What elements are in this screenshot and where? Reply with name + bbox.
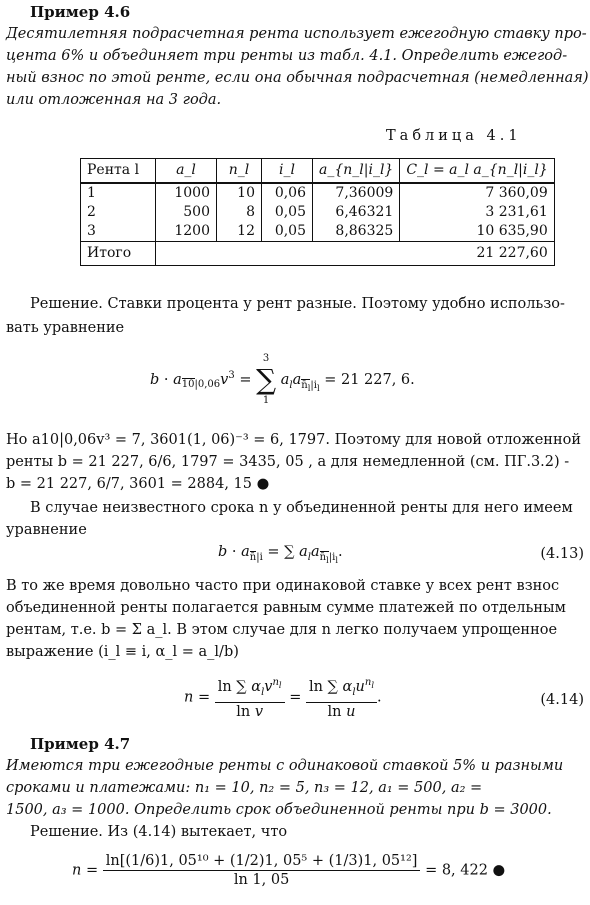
paragraph-text: выражение (i_l ≡ i, α_l = a_l/b) (6, 644, 239, 660)
table-cell: 12 (217, 222, 262, 242)
table-cell: 6,46321 (313, 203, 400, 222)
paragraph-text: объединенной ренты полагается равным сумме платежей по отдельным (6, 600, 566, 616)
solution-text: b = 21 227, 6/7, 3601 = 2884, 15 ● (6, 476, 270, 492)
example-heading: Пример 4.7 (30, 735, 131, 753)
paragraph-text: уравнение (6, 522, 87, 538)
table-cell: 7,36009 (313, 183, 400, 203)
table-cell: 500 (156, 203, 217, 222)
table-cell: 8,86325 (313, 222, 400, 242)
fraction-numerator: ln[(1/6)1, 05¹⁰ + (1/2)1, 05⁵ + (1/3)1, 05¹²] (103, 852, 421, 871)
table-cell: 1000 (156, 183, 217, 203)
paragraph-text: В то же время довольно часто при одинаковой ставке у всех рент взнос (6, 578, 560, 594)
table-cell: 3 (81, 222, 156, 242)
problem-line: цента 6% и объединяет три ренты из табл. 4.1. Определить ежегод- (6, 48, 568, 64)
solution-text: Решение. Ставки процента у рент разные. Поэтому удобно использо- (30, 296, 565, 312)
problem-line: ный взнос по этой ренте, если она обычная подрасчетная (немедленная) (6, 70, 589, 86)
table-row (81, 183, 555, 203)
equation-result: = 21 227, 6. (324, 372, 415, 388)
equation-result: = 8, 422 ● (425, 862, 506, 879)
solution-text: ренты b = 21 227, 6/6, 1797 = 3435, 05 , а для немедленной (см. ПГ.3.2) - (6, 454, 570, 470)
equation-sum: $b \cdot a_{10|0,06}v^3$ = 3 ∑ 1 $a_la_{n̄_l|i_l} = 21$ 227, 6. (150, 353, 415, 406)
table-caption: Таблица 4.1 (386, 128, 522, 144)
table-cell: 10 (217, 183, 262, 203)
table-header: Рента l (81, 159, 156, 184)
problem-line: или отложенная на 3 года. (6, 92, 222, 108)
solution-text: Решение. Из (4.14) вытекает, что (30, 824, 288, 840)
equation-4-14: n = $\frac{\ln \sum \alpha_lv^{n_l}}{\text{ln v}}$ = $\frac{\ln \sum \alpha_lu^{n_l}}{\text{ln u}}$ . (184, 674, 382, 721)
table-cell: 10 635,90 (400, 222, 554, 242)
total-label: Итого (81, 242, 156, 266)
table-row (81, 222, 555, 242)
paragraph-text: рентам, т.е. b = Σ a_l. В этом случае для n легко получаем упрощенное (6, 622, 558, 638)
table-cell: 7 360,09 (400, 183, 554, 203)
table-cell: 0,05 (262, 203, 313, 222)
total-value: 21 227,60 (156, 242, 555, 266)
table-header: C_l = a_l a_{n_l|i_l} (400, 159, 554, 184)
table-cell: 1 (81, 183, 156, 203)
table-header: i_l (262, 159, 313, 184)
table-header: a_l (156, 159, 217, 184)
problem-line: сроками и платежами: n₁ = 10, n₂ = 5, n₃ = 12, a₁ = 500, a₂ = (6, 780, 483, 796)
table-row (81, 203, 555, 222)
solution-text: вать уравнение (6, 320, 125, 336)
sum-operator: 3 ∑ 1 (256, 353, 277, 406)
table-total-row (81, 242, 555, 266)
rents-table (80, 158, 555, 266)
table-header: n_l (217, 159, 262, 184)
table-cell: 0,06 (262, 183, 313, 203)
table-cell: 8 (217, 203, 262, 222)
problem-line: Имеются три ежегодные ренты с одинаковой ставкой 5% и разными (6, 758, 564, 774)
problem-line: 1500, a₃ = 1000. Определить срок объединенной ренты при b = 3000. (6, 802, 552, 818)
table-cell: 2 (81, 203, 156, 222)
table-cell: 0,05 (262, 222, 313, 242)
equation-4-13: $b \cdot a_{n̄|i}$ = ∑ $a_la_{n̄_l|i_l}$. (218, 544, 343, 565)
problem-line: Десятилетняя подрасчетная рента использует ежегодную ставку про- (6, 26, 587, 42)
equation-number: (4.14) (540, 692, 584, 708)
table-cell: 3 231,61 (400, 203, 554, 222)
table-header: a_{n_l|i_l} (313, 159, 400, 184)
paragraph-text: В случае неизвестного срока n у объединенной ренты для него имеем (30, 500, 573, 516)
table-cell: 1200 (156, 222, 217, 242)
solution-text: Но a10|0,06v³ = 7, 3601(1, 06)⁻³ = 6, 1797. Поэтому для новой отложенной (6, 432, 582, 448)
fraction-denominator: ln 1, 05 (233, 872, 290, 888)
equation-number: (4.13) (540, 546, 584, 562)
equation-final: n = $\frac{\text{ln[(1/6)1, 05¹⁰ + (1/2)1, 05⁵ + (1/3)1, 05¹²]}}{\ln 1, 05}$ = 8, 422 ● (72, 853, 506, 888)
example-heading: Пример 4.6 (30, 3, 131, 21)
